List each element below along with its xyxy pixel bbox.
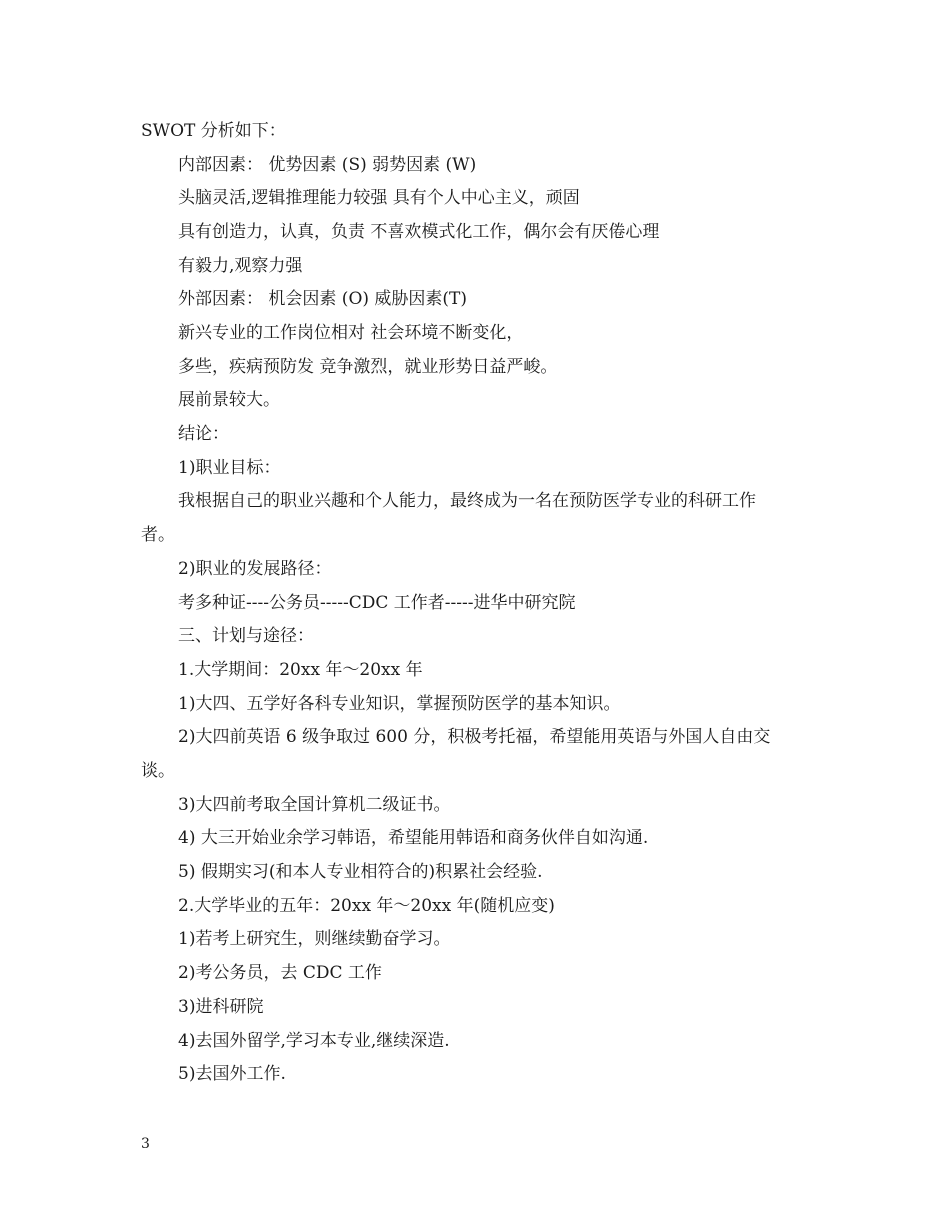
- text-line: 2)大四前英语 6 级争取过 600 分，积极考托福，希望能用英语与外国人自由交: [178, 727, 771, 747]
- text-line: 外部因素： 机会因素 (O) 威胁因素(T): [178, 289, 468, 309]
- text-line: 1)若考上研究生，则继续勤奋学习。: [178, 929, 451, 949]
- text-line: 1)大四、五学好各科专业知识，掌握预防医学的基本知识。: [178, 694, 621, 714]
- text-line: 有毅力,观察力强: [178, 256, 303, 276]
- text-line: 我根据自己的职业兴趣和个人能力，最终成为一名在预防医学专业的科研工作: [178, 491, 756, 511]
- text-line: 三、计划与途径：: [178, 626, 314, 646]
- text-line: 4)去国外留学,学习本专业,继续深造.: [178, 1031, 450, 1051]
- text-line: 5) 假期实习(和本人专业相符合的)积累社会经验.: [178, 862, 543, 882]
- text-line: 2.大学毕业的五年：20xx 年～20xx 年(随机应变): [178, 896, 555, 916]
- text-line: 谈。: [141, 761, 175, 781]
- text-line: 2)考公务员，去 CDC 工作: [178, 963, 382, 983]
- text-line: 考多种证----公务员-----CDC 工作者-----进华中研究院: [178, 593, 576, 613]
- text-line: 头脑灵活,逻辑推理能力较强 具有个人中心主义，顽固: [178, 188, 580, 208]
- text-line: 3)大四前考取全国计算机二级证书。: [178, 795, 451, 815]
- text-line: 内部因素： 优势因素 (S) 弱势因素 (W): [178, 155, 477, 175]
- text-line: 4) 大三开始业余学习韩语，希望能用韩语和商务伙伴自如沟通.: [178, 828, 649, 848]
- text-line: 1.大学期间：20xx 年～20xx 年: [178, 660, 423, 680]
- page-number: 3: [141, 1136, 150, 1152]
- text-line: 多些，疾病预防发 竞争激烈，就业形势日益严峻。: [178, 357, 558, 377]
- text-line: 2)职业的发展路径：: [178, 559, 332, 579]
- text-line: 1)职业目标：: [178, 458, 281, 478]
- text-line: 3)进科研院: [178, 997, 264, 1017]
- text-line: 结论：: [178, 424, 229, 444]
- text-line: SWOT 分析如下：: [141, 121, 286, 141]
- text-line: 具有创造力，认真，负责 不喜欢模式化工作，偶尔会有厌倦心理: [178, 222, 660, 242]
- text-line: 者。: [141, 525, 175, 545]
- text-line: 5)去国外工作.: [178, 1064, 286, 1084]
- text-line: 新兴专业的工作岗位相对 社会环境不断变化，: [178, 323, 524, 343]
- text-line: 展前景较大。: [178, 390, 280, 410]
